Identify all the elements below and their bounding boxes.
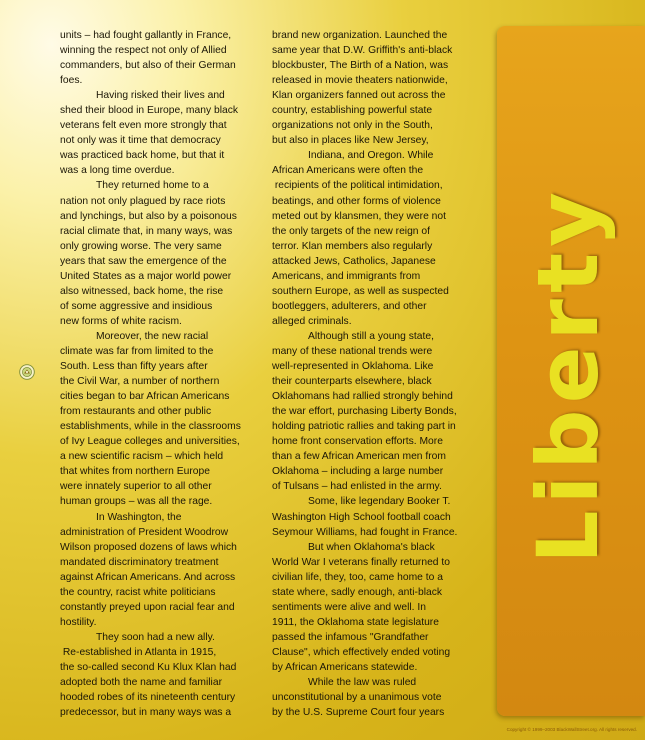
text-line: cities began to bar African Americans [60,391,230,403]
text-line: the war effort, purchasing Liberty Bonds, [272,406,457,418]
text-line: the only targets of the new reign of [272,225,430,237]
text-line: constantly preyed upon racial fear and [60,601,235,613]
text-line: human groups – was all the rage. [60,496,213,508]
text-line: recipients of the political intimidation, [272,180,443,192]
text-line: shed their blood in Europe, many black [60,105,239,117]
text-line: many of these national trends were [272,345,433,357]
text-line: Moreover, the new racial [96,330,209,342]
text-line: Klan organizers fanned out across the [272,90,446,102]
text-line: climate was far from limited to the [60,345,214,357]
text-line: alleged criminals. [272,315,352,327]
text-line: organizations not only in the South, [272,120,433,132]
text-line: unconstitutional by a unanimous vote [272,692,442,704]
left-text-column [60,28,260,720]
text-line: winning the respect not only of Allied [60,45,227,57]
text-line: blockbuster, The Birth of a Nation, was [272,60,449,72]
text-line: southern Europe, as well as suspected [272,285,449,297]
text-line: units – had fought gallantly in France, [60,30,232,41]
text-line: United States as a major world power [60,270,232,282]
side-title: Liberty [519,186,617,564]
text-line: by the U.S. Supreme Court four years [272,707,445,719]
text-line: of some aggressive and insidious [60,300,213,312]
text-line: but also in places like New Jersey, [272,135,429,147]
text-line: same year that D.W. Griffith's anti-black [272,45,453,57]
text-line: and lynchings, but also by a poisonous [60,210,237,222]
text-line: the country, racist white politicians [60,586,216,598]
text-line: passed the infamous "Grandfather [272,631,429,643]
text-line: predecessor, but in many ways was a [60,707,232,719]
copyright-notice: Copyright © 1999–2003 BlackWallStreet.org. All rights reserved. [506,727,637,732]
seal-icon [19,364,35,380]
text-line: bootleggers, adulterers, and other [272,300,427,312]
text-line: attacked Jews, Catholics, Japanese [272,255,436,267]
text-line: They soon had a new ally. [96,631,215,643]
text-line: holding patriotic rallies and taking part in [272,421,456,433]
text-line: South. Less than fifty years after [60,361,208,373]
text-line: home front conservation efforts. More [272,436,443,448]
text-line: foes. [60,75,83,87]
text-line: meted out by klansmen, they were not [272,210,446,222]
text-line: the Civil War, a number of northern [60,376,220,388]
text-line: from restaurants and other public [60,406,212,418]
text-line: sentiments were alive and well. In [272,601,426,613]
text-line: Seymour Williams, had fought in France. [272,526,458,538]
text-line: Wilson proposed dozens of laws which [60,541,237,553]
text-line: veterans felt even more strongly that [60,120,227,132]
text-line: was a long time overdue. [60,165,175,177]
text-line: Clause", which effectively ended voting [272,646,451,658]
text-line: a new scientific racism – which held [60,451,224,463]
text-line: by African Americans statewide. [272,661,418,673]
text-line: well-represented in Oklahoma. Like [272,361,434,373]
text-line: that whites from northern Europe [60,466,210,478]
text-line: terror. Klan members also regularly [272,240,433,252]
text-line: civilian life, they, too, came home to a [272,571,443,583]
text-line: mandated discriminatory treatment [60,556,219,568]
text-line: Some, like legendary Booker T. [308,496,451,508]
text-line: Indiana, and Oregon. While [308,150,434,162]
text-line: against African Americans. And across [60,571,236,583]
text-line: only growing worse. The very same [60,240,222,252]
text-line: Oklahomans had rallied strongly behind [272,391,453,403]
text-line: But when Oklahoma's black [308,541,435,553]
text-line: the so-called second Ku Klux Klan had [60,661,237,673]
text-line: World War I veterans finally returned to [272,556,450,568]
text-line: brand new organization. Launched the [272,30,448,41]
text-line: While the law was ruled [308,677,417,689]
text-line: Although still a young state, [308,330,434,342]
text-line: establishments, while in the classrooms [60,421,241,433]
text-line: state where, sadly enough, anti-black [272,586,442,598]
text-line: administration of President Woodrow [60,526,229,538]
text-line: their counterparts elsewhere, black [272,376,432,388]
text-line: 1911, the Oklahoma state legislature [272,616,439,628]
text-line: beatings, and other forms of violence [272,195,441,207]
text-line: Having risked their lives and [96,90,225,102]
text-line: nation not only plagued by race riots [60,195,226,207]
text-line: They returned home to a [96,180,209,192]
text-line: commanders, but also of their German [60,60,236,72]
text-line: hostility. [60,616,97,628]
text-line: than a few African American men from [272,451,446,463]
text-line: country, establishing powerful state [272,105,433,117]
text-line: were innately superior to all other [60,481,212,493]
text-line: released in movie theaters nationwide, [272,75,448,87]
text-line: also witnessed, back home, the rise [60,285,224,297]
text-line: Oklahoma – including a large number [272,466,444,478]
text-line: not only was it time that democracy [60,135,221,147]
text-line: In Washington, the [96,511,182,523]
text-line: Re-established in Atlanta in 1915, [60,646,217,658]
right-text-column [272,28,478,720]
text-line: new forms of white racism. [60,315,182,327]
text-line: Americans, and immigrants from [272,270,421,282]
text-line: hooded robes of its nineteenth century [60,692,236,704]
text-line: Washington High School football coach [272,511,451,523]
text-line: was practiced back home, but that it [60,150,225,162]
text-line: years that saw the emergence of the [60,255,227,267]
text-line: African Americans were often the [272,165,424,177]
text-line: adopted both the name and familiar [60,677,223,689]
text-line: of Ivy League colleges and universities, [60,436,240,448]
text-line: of Tulsans – had enlisted in the army. [272,481,442,493]
text-line: racial climate that, in many ways, was [60,225,233,237]
